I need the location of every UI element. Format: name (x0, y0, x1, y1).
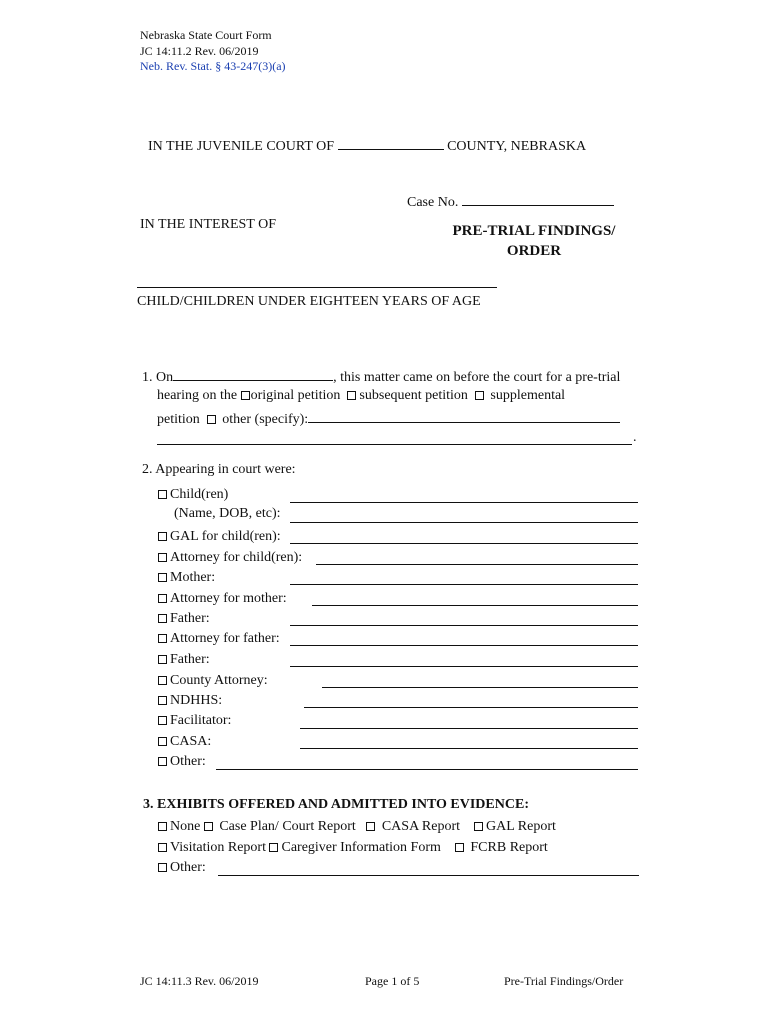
father-row-1 (158, 611, 210, 627)
other-appearance-row (158, 754, 206, 770)
footer-title: Pre-Trial Findings/Order (504, 974, 624, 988)
attorney-child-checkbox[interactable] (158, 553, 167, 562)
casa-row (158, 734, 211, 750)
subsequent-petition-label: subsequent petition (359, 388, 468, 403)
attorney-father-label: Attorney for father: (170, 631, 280, 646)
hearing-on-label: hearing on the (157, 388, 238, 403)
case-no-field[interactable] (462, 192, 614, 206)
gal-report-label: GAL Report (486, 819, 556, 834)
facilitator-row (158, 713, 231, 729)
father-2-checkbox[interactable] (158, 655, 167, 664)
gal-label: GAL for child(ren): (170, 529, 281, 544)
supplemental-petition-checkbox[interactable] (475, 391, 484, 400)
original-petition-checkbox[interactable] (241, 391, 250, 400)
mother-row (158, 570, 215, 586)
gal-row (158, 529, 281, 545)
father-1-label: Father: (170, 611, 210, 626)
attorney-child-field[interactable] (316, 564, 638, 565)
children-checkbox[interactable] (158, 490, 167, 499)
form-name: Nebraska State Court Form (140, 28, 272, 42)
facilitator-checkbox[interactable] (158, 716, 167, 725)
child-name-field[interactable] (137, 287, 497, 288)
other-specify-field-2[interactable] (157, 444, 632, 445)
court-suffix: COUNTY, NEBRASKA (447, 139, 587, 154)
gal-checkbox[interactable] (158, 532, 167, 541)
fcrb-label: FCRB Report (470, 840, 548, 855)
mother-field[interactable] (290, 584, 638, 585)
title-line-1: PRE-TRIAL FINDINGS/ (452, 223, 616, 239)
original-petition-label: original petition (250, 388, 341, 403)
case-plan-checkbox[interactable] (204, 822, 213, 831)
court-prefix: IN THE JUVENILE COURT OF (148, 139, 335, 154)
title-line-2: ORDER (506, 243, 562, 259)
ndhhs-label: NDHHS: (170, 693, 223, 708)
attorney-mother-label: Attorney for mother: (170, 591, 287, 606)
interest-of-label: IN THE INTEREST OF (140, 217, 276, 232)
casa-report-checkbox[interactable] (366, 822, 375, 831)
none-label: None (170, 819, 201, 834)
facilitator-label: Facilitator: (170, 713, 232, 728)
children-field-2[interactable] (290, 522, 638, 523)
court-line (148, 136, 586, 155)
ndhhs-row (158, 693, 222, 709)
exhibits-row-1 (158, 819, 556, 835)
attorney-mother-field[interactable] (312, 605, 638, 606)
attorney-child-row (158, 550, 302, 566)
casa-label: CASA: (170, 734, 212, 749)
facilitator-field[interactable] (300, 728, 638, 729)
children-row (158, 487, 228, 503)
visitation-checkbox[interactable] (158, 843, 167, 852)
hearing-date-field[interactable] (173, 367, 333, 381)
father-1-checkbox[interactable] (158, 614, 167, 623)
section-1-line-1 (142, 367, 620, 386)
section-1-period: . (633, 430, 637, 445)
case-no-line (407, 192, 614, 211)
mother-checkbox[interactable] (158, 573, 167, 582)
exhibits-row-2 (158, 840, 548, 856)
other-appearance-checkbox[interactable] (158, 757, 167, 766)
section-1-line-3 (157, 409, 620, 428)
none-checkbox[interactable] (158, 822, 167, 831)
other-specify-field[interactable] (308, 409, 620, 423)
footer-page-number: Page 1 of 5 (365, 974, 420, 988)
casa-field[interactable] (300, 748, 638, 749)
other-exhibit-field[interactable] (218, 875, 639, 876)
footer-form-id: JC 14:11.3 Rev. 06/2019 (140, 974, 259, 988)
other-exhibit-label: Other: (170, 860, 206, 875)
mother-label: Mother: (170, 570, 216, 585)
case-plan-label: Case Plan/ Court Report (219, 819, 356, 834)
father-2-label: Father: (170, 652, 210, 667)
county-attorney-row (158, 673, 268, 689)
other-petition-checkbox[interactable] (207, 415, 216, 424)
other-specify-label: other (specify): (222, 412, 309, 427)
attorney-father-field[interactable] (290, 645, 638, 646)
children-field[interactable] (290, 502, 638, 503)
casa-checkbox[interactable] (158, 737, 167, 746)
other-exhibit-checkbox[interactable] (158, 863, 167, 872)
father-1-field[interactable] (290, 625, 638, 626)
other-appearance-field[interactable] (216, 769, 638, 770)
attorney-mother-checkbox[interactable] (158, 594, 167, 603)
ndhhs-field[interactable] (304, 707, 638, 708)
gal-field[interactable] (290, 543, 638, 544)
document-title (430, 221, 638, 261)
subsequent-petition-checkbox[interactable] (347, 391, 356, 400)
attorney-mother-row (158, 591, 287, 607)
section-1-text: , this matter came on before the court for a pre-trial (333, 370, 621, 385)
child-line-label: CHILD/CHILDREN UNDER EIGHTEEN YEARS OF AGE (137, 294, 481, 309)
father-2-field[interactable] (290, 666, 638, 667)
supplemental-label: supplemental (490, 388, 566, 403)
county-field[interactable] (338, 136, 444, 150)
exhibits-row-3 (158, 860, 206, 876)
section-2-heading: 2. Appearing in court were: (142, 462, 296, 477)
gal-report-checkbox[interactable] (474, 822, 483, 831)
ndhhs-checkbox[interactable] (158, 696, 167, 705)
form-number: JC 14:11.2 Rev. 06/2019 (140, 44, 259, 58)
children-label: Child(ren) (170, 487, 229, 502)
children-sub-label: (Name, DOB, etc): (174, 506, 281, 521)
petition-label: petition (157, 412, 200, 427)
section-1-prefix: 1. On (142, 370, 174, 385)
caregiver-checkbox[interactable] (269, 843, 278, 852)
case-no-label: Case No. (407, 195, 459, 210)
county-attorney-checkbox[interactable] (158, 676, 167, 685)
section-1-line-2 (157, 388, 565, 404)
casa-report-label: CASA Report (381, 819, 461, 834)
section-3-heading: 3. EXHIBITS OFFERED AND ADMITTED INTO EVIDENCE: (143, 797, 529, 812)
attorney-child-label: Attorney for child(ren): (170, 550, 303, 565)
visitation-label: Visitation Report (170, 840, 266, 855)
father-row-2 (158, 652, 210, 668)
county-attorney-label: County Attorney: (170, 673, 268, 688)
county-attorney-field[interactable] (322, 687, 638, 688)
caregiver-label: Caregiver Information Form (281, 840, 441, 855)
fcrb-checkbox[interactable] (455, 843, 464, 852)
attorney-father-row (158, 631, 280, 647)
statute-link[interactable]: Neb. Rev. Stat. § 43-247(3)(a) (140, 59, 286, 73)
other-appearance-label: Other: (170, 754, 206, 769)
attorney-father-checkbox[interactable] (158, 634, 167, 643)
